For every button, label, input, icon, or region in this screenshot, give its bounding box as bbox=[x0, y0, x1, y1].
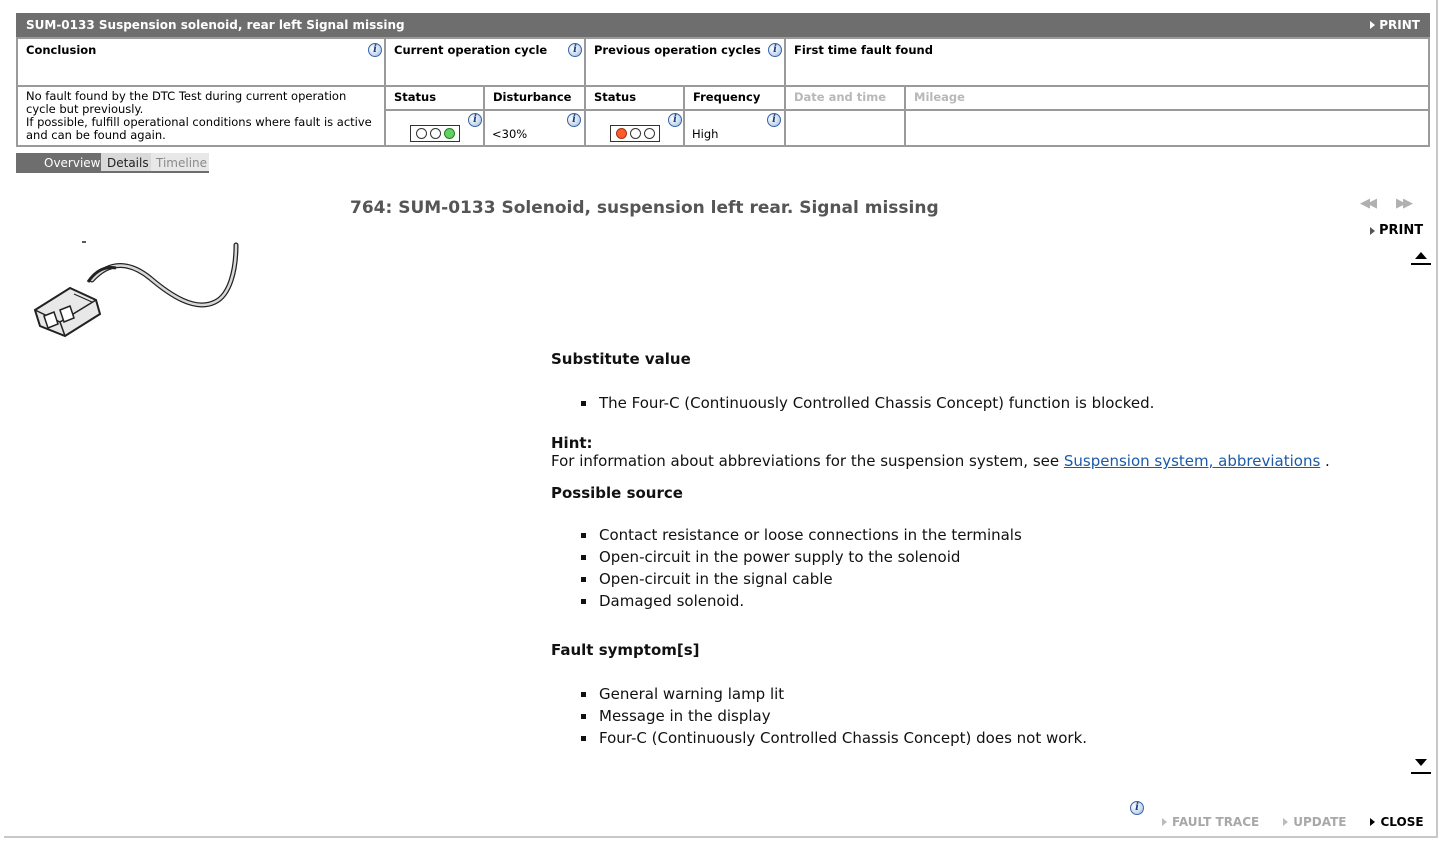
tab-bar bbox=[16, 153, 209, 172]
current-status-value bbox=[386, 111, 483, 145]
possible-source-list bbox=[581, 524, 1391, 612]
triangle-right-icon bbox=[1370, 21, 1375, 29]
disturbance-value: <30% i bbox=[485, 111, 584, 145]
date-time-label: Date and time bbox=[786, 87, 904, 109]
document-navigation bbox=[1360, 196, 1410, 211]
solenoid-connector-image bbox=[30, 240, 250, 345]
status-light-off bbox=[644, 128, 655, 139]
status-light-off bbox=[430, 128, 441, 139]
frequency-label: Frequency bbox=[685, 87, 784, 109]
fault-title: SUM-0133 Suspension solenoid, rear left Signal missing bbox=[26, 18, 405, 32]
scroll-up-button[interactable] bbox=[1411, 250, 1431, 266]
triangle-right-icon bbox=[1370, 227, 1375, 235]
close-button[interactable]: CLOSE bbox=[1370, 815, 1423, 829]
triangle-right-icon bbox=[1283, 818, 1288, 826]
list-item: Contact resistance or loose connections in the terminals bbox=[581, 524, 1391, 546]
current-cycle-header: Current operation cycle i bbox=[386, 39, 584, 85]
triangle-right-icon bbox=[1162, 818, 1167, 826]
status-light-off bbox=[416, 128, 427, 139]
current-status-label: Status bbox=[386, 87, 483, 109]
info-icon[interactable]: i bbox=[368, 43, 382, 57]
status-light-green bbox=[444, 128, 455, 139]
mileage-label: Mileage bbox=[906, 87, 1428, 109]
mileage-value bbox=[906, 111, 1428, 145]
scroll-down-button[interactable] bbox=[1411, 757, 1431, 775]
info-icon[interactable]: i bbox=[768, 43, 782, 57]
fault-trace-button[interactable]: FAULT TRACE bbox=[1162, 815, 1259, 829]
disturbance-label: Disturbance bbox=[485, 87, 584, 109]
document-content bbox=[551, 348, 1391, 749]
info-icon[interactable]: i bbox=[767, 113, 781, 127]
previous-status-lights bbox=[610, 125, 660, 142]
fault-summary-table bbox=[16, 37, 1430, 147]
list-item: Four-C (Continuously Controlled Chassis Concept) does not work. bbox=[581, 727, 1391, 749]
previous-status-value bbox=[586, 111, 683, 145]
tab-details[interactable]: Details bbox=[101, 153, 151, 172]
fault-title-bar bbox=[16, 13, 1430, 37]
date-time-value bbox=[786, 111, 904, 145]
substitute-list bbox=[581, 392, 1391, 414]
previous-cycles-header: Previous operation cycles i bbox=[586, 39, 784, 85]
list-item: Damaged solenoid. bbox=[581, 590, 1391, 612]
info-icon[interactable]: i bbox=[1130, 801, 1144, 815]
substitute-value-heading: Substitute value bbox=[551, 350, 691, 368]
frequency-value: High i bbox=[685, 111, 784, 145]
hint-heading: Hint: bbox=[551, 434, 593, 452]
triangle-right-icon bbox=[1370, 818, 1375, 826]
conclusion-text: No fault found by the DTC Test during current operation cycle but previously. If possible, fulfill operational conditions where fault is active and can be found again. bbox=[18, 87, 384, 145]
first-fault-header: First time fault found bbox=[786, 39, 1428, 85]
tab-timeline[interactable]: Timeline bbox=[151, 153, 209, 172]
abbreviations-link[interactable]: Suspension system, abbreviations bbox=[1063, 452, 1321, 470]
info-icon[interactable]: i bbox=[567, 113, 581, 127]
list-item: Message in the display bbox=[581, 705, 1391, 727]
current-status-lights bbox=[410, 125, 460, 142]
info-icon[interactable]: i bbox=[568, 43, 582, 57]
fault-symptom-heading: Fault symptom[s] bbox=[551, 641, 700, 659]
double-left-arrow-icon[interactable]: ◀◀ bbox=[1360, 196, 1374, 211]
possible-source-heading: Possible source bbox=[551, 484, 683, 502]
status-light-off bbox=[630, 128, 641, 139]
header-print-button[interactable]: PRINT bbox=[1370, 18, 1420, 32]
footer-actions bbox=[1162, 815, 1424, 829]
update-button[interactable]: UPDATE bbox=[1283, 815, 1346, 829]
tab-underline bbox=[16, 171, 209, 173]
double-right-arrow-icon[interactable]: ▶▶ bbox=[1396, 196, 1410, 211]
conclusion-header: Conclusion i bbox=[18, 39, 384, 85]
tab-overview[interactable]: Overview bbox=[16, 153, 101, 172]
list-item: General warning lamp lit bbox=[581, 683, 1391, 705]
previous-status-label: Status bbox=[586, 87, 683, 109]
list-item: The Four-C (Continuously Controlled Chassis Concept) function is blocked. bbox=[581, 392, 1391, 414]
info-icon[interactable]: i bbox=[468, 113, 482, 127]
fault-symptom-list bbox=[581, 683, 1391, 749]
status-light-red bbox=[616, 128, 627, 139]
list-item: Open-circuit in the signal cable bbox=[581, 568, 1391, 590]
document-title: 764: SUM-0133 Solenoid, suspension left rear. Signal missing bbox=[350, 198, 939, 218]
hint-text: For information about abbreviations for the suspension system, see Suspension system, abbreviations . bbox=[551, 452, 1330, 470]
list-item: Open-circuit in the power supply to the solenoid bbox=[581, 546, 1391, 568]
info-icon[interactable]: i bbox=[668, 113, 682, 127]
document-print-button[interactable]: PRINT bbox=[1370, 223, 1423, 238]
